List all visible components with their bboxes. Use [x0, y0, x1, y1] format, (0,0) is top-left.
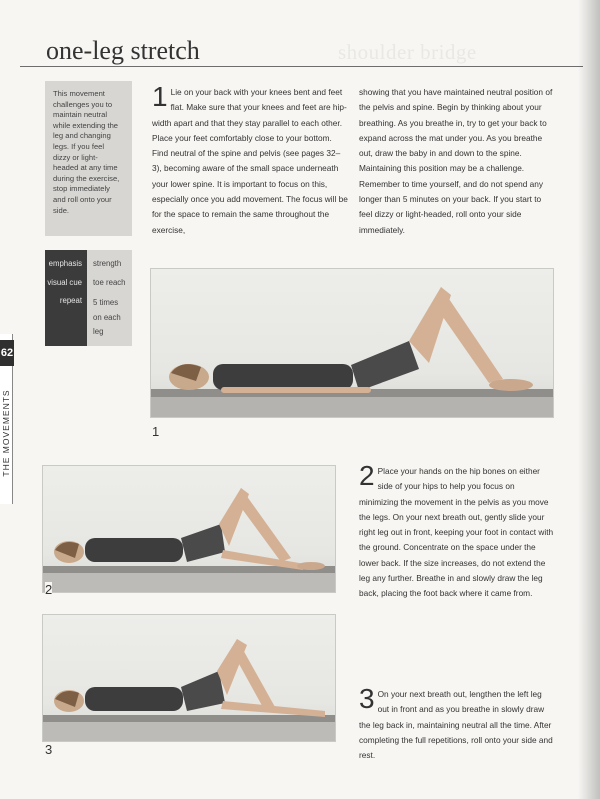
spec-value-emphasis: strength [93, 259, 122, 268]
woman-lying-knees-bent-photo [151, 269, 553, 417]
woman-sliding-leg-photo [43, 466, 335, 592]
photo-2 [42, 465, 336, 593]
section-tab-label: THE MOVEMENTS [1, 389, 11, 477]
step-3-body: On your next breath out, lengthen the left leg out in front and as you breathe in slowly draw the leg back in, maintaining neutral all the time. After completing the full repetitions, roll onto your side and rest. [359, 689, 553, 761]
step-1-body: Lie on your back with your knees bent and feet flat. Make sure that your knees and feet are hip-width apart and that they stay parallel to each other. Place your feet comfortably close to your bottom. Find neutral of the spine and pelvis (see pages 32–3), becoming aware of the small space underneath your lower spine. It is important to focus on this, especially once you add movement. The focus will be for the space to remain the same throughout the exercise, [152, 87, 348, 235]
intro-box [45, 81, 132, 236]
spec-label-repeat: repeat [59, 296, 82, 305]
step-3-text [359, 683, 555, 763]
spec-label-visual-cue: visual cue [47, 278, 82, 287]
step-1-text [152, 81, 348, 238]
step-3-number: 3 [359, 683, 375, 714]
photo-3 [42, 614, 336, 742]
photo-1-label: 1 [152, 424, 160, 439]
intro-text: This movement challenges you to maintain neutral while extending the leg and changing legs. If you feel dizzy or light-headed at any time during the exercise, stop immediately and roll onto your side. [53, 89, 120, 215]
spec-value-repeat: 5 times on each leg [93, 298, 121, 336]
step-2-body: Place your hands on the hip bones on either side of your hips to help you focus on minimizing the movement in the pelvis as you move the legs. On your next breath out, gently slide your right leg out in front, keeping your foot in contact with the ground. Concentrate on the space under the lower back. If the size increases, do not extend the leg any further. Breathe in and slowly draw the leg back, placing the foot back where it came from. [359, 466, 554, 599]
step-2-number: 2 [359, 460, 375, 491]
spec-value-visual-cue: toe reach [93, 278, 126, 287]
step-1-number: 1 [152, 81, 168, 112]
spec-label-emphasis: emphasis [48, 259, 82, 268]
page-number: 62 [0, 340, 14, 366]
page-title: one-leg stretch [46, 36, 200, 65]
photo-3-label: 3 [45, 742, 53, 757]
page-gutter-shadow [578, 0, 600, 799]
step-2-text [359, 460, 555, 602]
photo-1 [150, 268, 554, 418]
woman-extending-leg-photo [43, 615, 335, 741]
title-rule [20, 66, 583, 67]
photo-2-label: 2 [45, 582, 53, 597]
ghost-title-show-through: shoulder bridge [338, 40, 477, 64]
step-1-continuation: showing that you have maintained neutral position of the pelvis and spine. Begin by thinking about your breathing. As you breathe in, try to get your back to expand across the mat under you. As you breathe out, draw the baby in and down to the spine. Maintaining this position may be a challenge. Remember to time yourself, and do not spend any longer than 5 minutes on your back. If you start to feel dizzy or light-headed, roll onto your side immediately. [359, 87, 553, 235]
